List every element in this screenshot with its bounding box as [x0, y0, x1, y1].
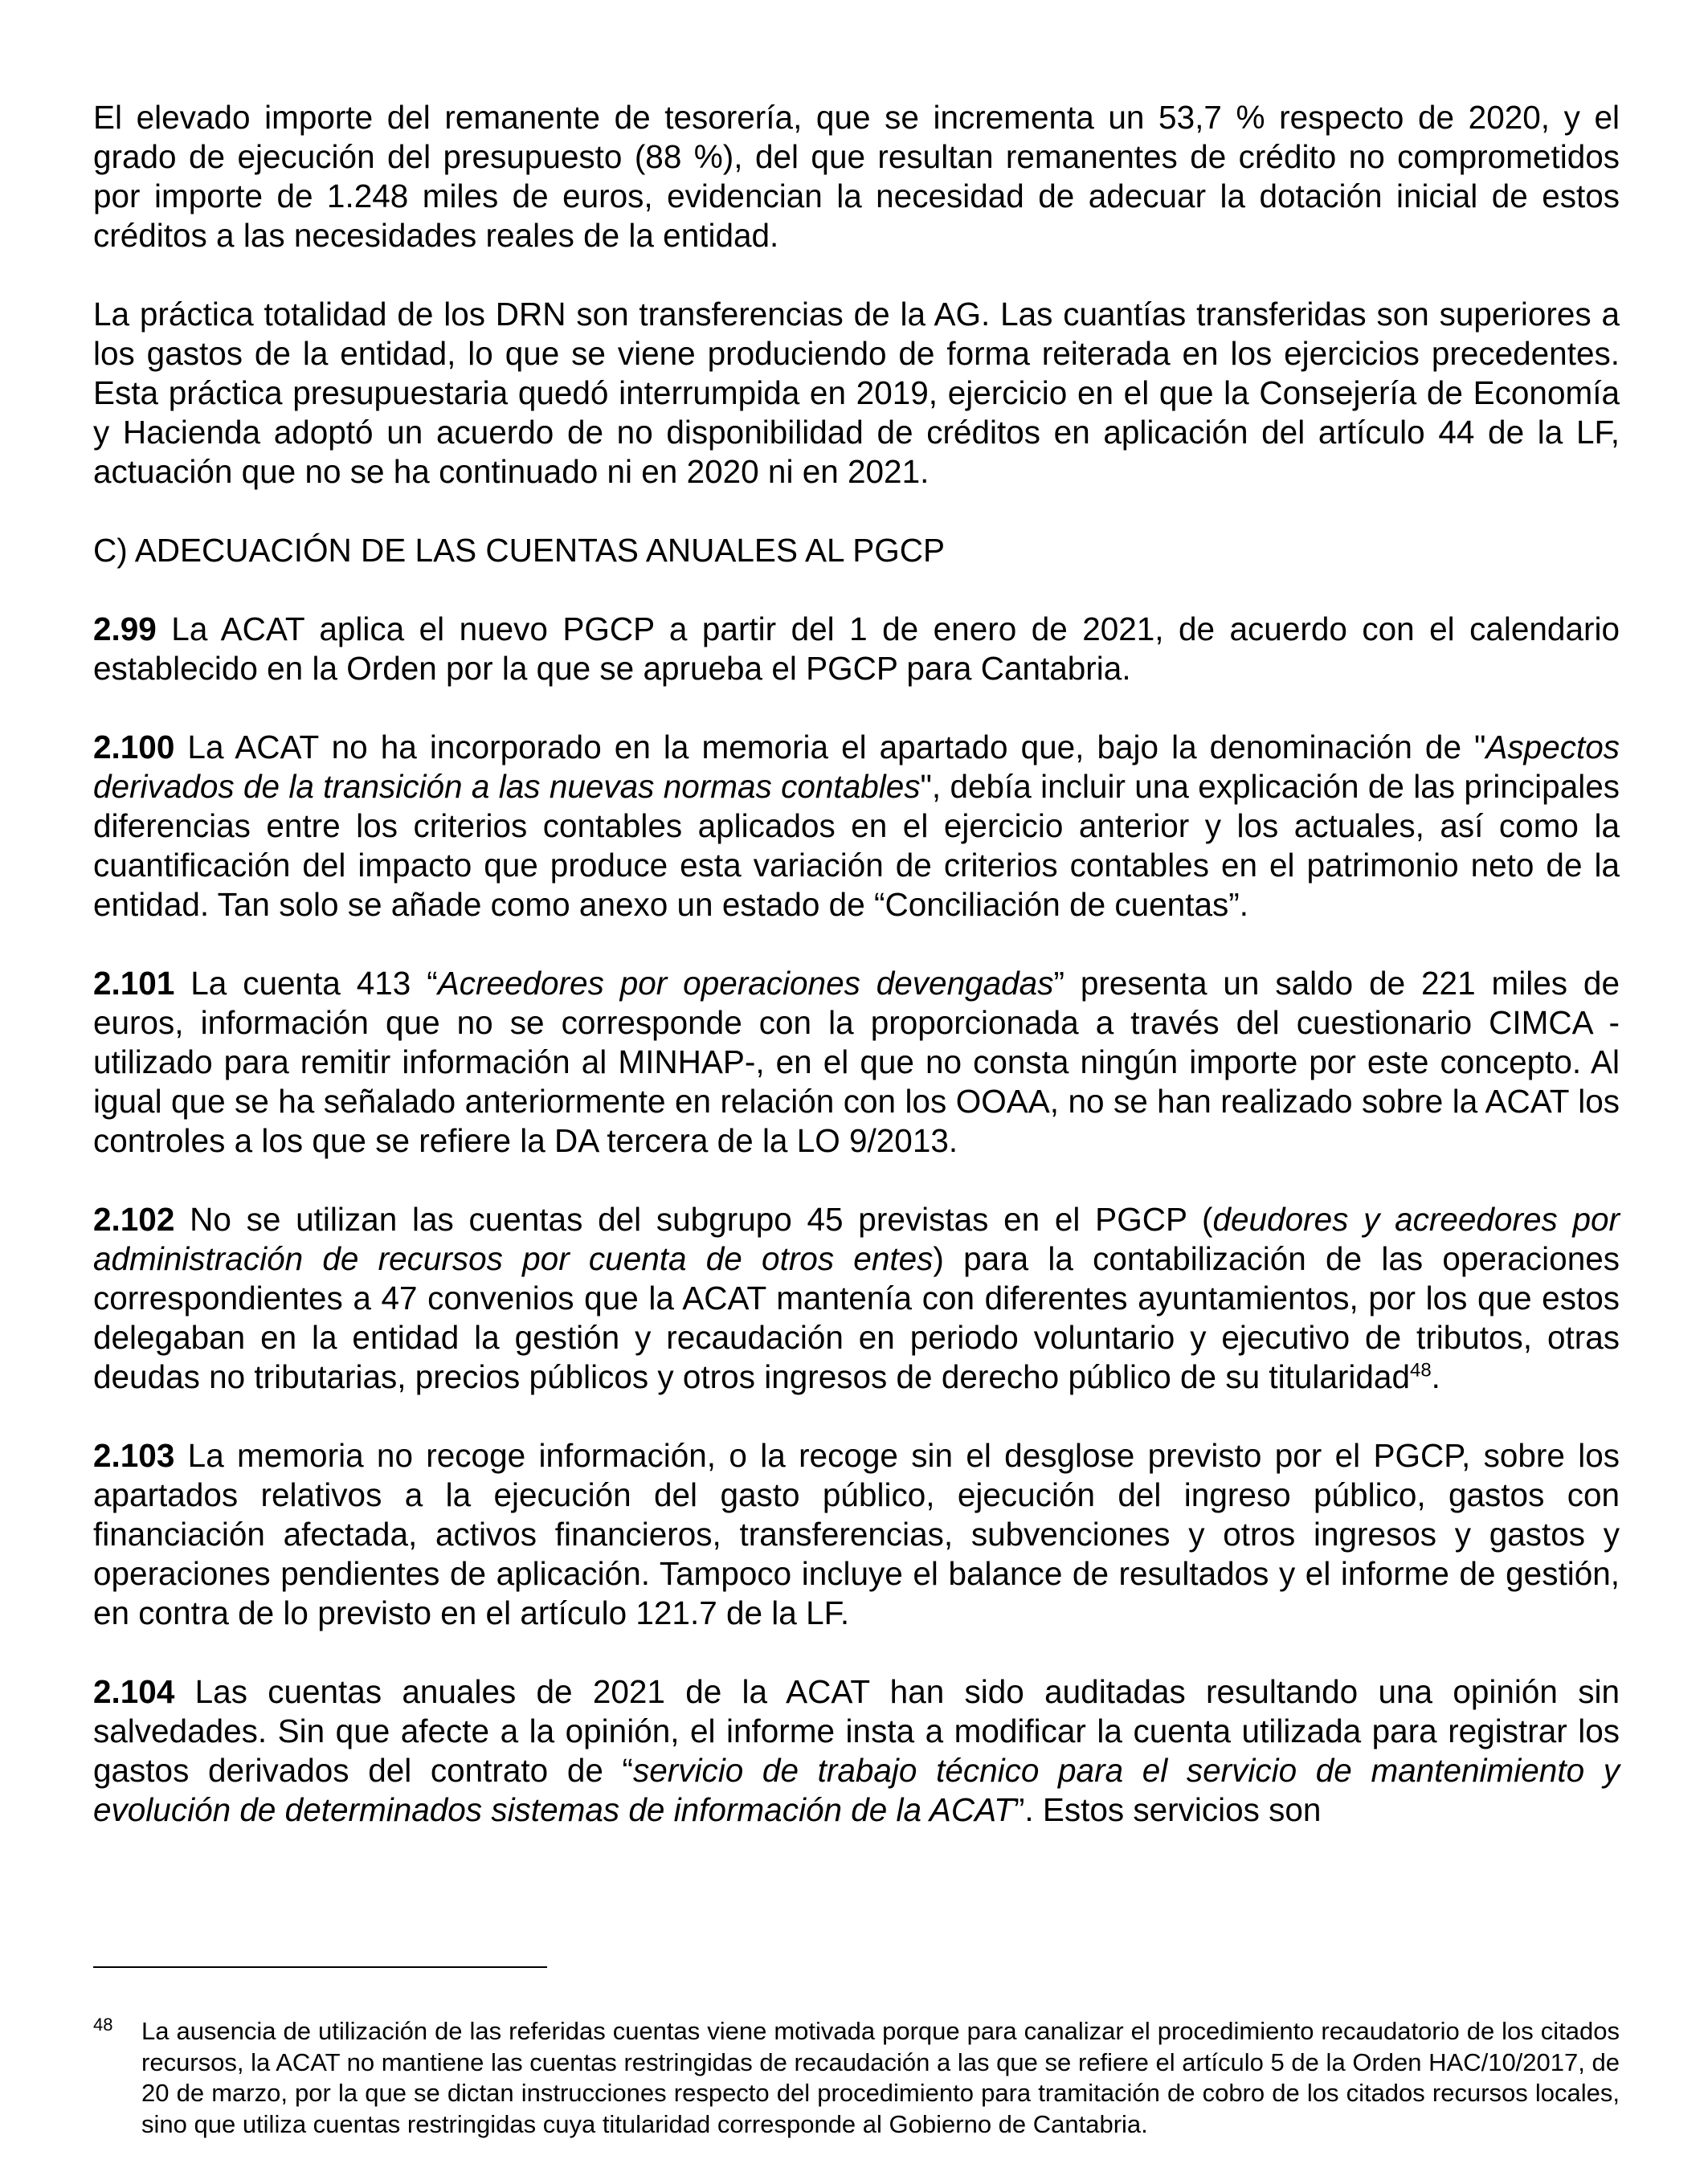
paragraph-2-100	[93, 728, 1620, 925]
italic-text: deudores y acreedores por administración de recursos por cuenta de otros entes	[93, 1201, 1620, 1277]
paragraph-text: La ACAT no ha incorporado en la memoria el apartado que, bajo la denominación de "	[174, 729, 1486, 765]
paragraph-2-104	[93, 1672, 1620, 1830]
paragraph-text: Las cuentas anuales de 2021 de la ACAT han sido auditadas resultando una opinión sin salvedades. Sin que afecte a la opinión, el informe insta a modificar la cuenta utilizada para registrar los gastos derivados del contrato de “	[93, 1673, 1620, 1789]
paragraph-number: 2.103	[93, 1437, 175, 1474]
footnote-reference[interactable]: 48	[1409, 1359, 1432, 1382]
paragraph-number: 2.100	[93, 729, 175, 765]
paragraph-text: No se utilizan las cuentas del subgrupo 45 previstas en el PGCP (	[174, 1201, 1213, 1238]
footnote-separator	[93, 1966, 547, 1968]
paragraph-drn: La práctica totalidad de los DRN son transferencias de la AG. Las cuantías transferidas son superiores a los gastos de la entidad, lo que se viene produciendo de forma reiterada en los ejercicios precedentes. Esta práctica presupuestaria quedó interrumpida en 2019, ejercicio en el que la Consejería de Economía y Hacienda adoptó un acuerdo de no disponibilidad de créditos en aplicación del artículo 44 de la LF, actuación que no se ha continuado ni en 2020 ni en 2021.	[93, 296, 1620, 490]
paragraph-number: 2.104	[93, 1673, 175, 1710]
footnote	[93, 2016, 1620, 2140]
paragraph-text: ) para la contabilización de las operaciones correspondientes a 47 convenios que la ACAT mantenía con diferentes ayuntamientos, por los que estos delegaban en la entidad la gestión y recaudación en periodo voluntario y ejecutivo de tributos, otras deudas no tributarias, precios públicos y otros ingresos de derecho público de su titularidad	[93, 1240, 1620, 1395]
footnote-number: 48	[93, 2015, 113, 2035]
italic-text: Aspectos derivados de la transición a las nuevas normas contables	[93, 729, 1620, 805]
paragraph-text: La ACAT aplica el nuevo PGCP a partir del 1 de enero de 2021, de acuerdo con el calendario establecido en la Orden por la que se aprueba el PGCP para Cantabria.	[93, 610, 1620, 687]
paragraph-text: ” presenta un saldo de 221 miles de euros, información que no se corresponde con la proporcionada a través del cuestionario CIMCA -utilizado para remitir información al MINHAP-, en el que no consta ningún importe por este concepto. Al igual que se ha señalado anteriormente en relación con los OOAA, no se han realizado sobre la ACAT los controles a los que se refiere la DA tercera de la LO 9/2013.	[93, 965, 1620, 1159]
paragraph-number: 2.101	[93, 965, 175, 1002]
paragraph-text: .	[1431, 1358, 1440, 1395]
italic-text: servicio de trabajo técnico para el servicio de mantenimiento y evolución de determinados sistemas de información de la ACAT	[93, 1752, 1620, 1828]
paragraph-2-103	[93, 1436, 1620, 1633]
italic-text: Acreedores por operaciones devengadas	[437, 965, 1054, 1002]
paragraph-text: La memoria no recoge información, o la recoge sin el desglose previsto por el PGCP, sobre los apartados relativos a la ejecución del gasto público, ejecución del ingreso público, gastos con financiación afectada, activos financieros, transferencias, subvenciones y otros ingresos y gastos y operaciones pendientes de aplicación. Tampoco incluye el balance de resultados y el informe de gestión, en contra de lo previsto en el artículo 121.7 de la LF.	[93, 1437, 1620, 1631]
paragraph-text: La cuenta 413 “	[174, 965, 438, 1002]
document-body	[93, 98, 1620, 1869]
paragraph-text: ”. Estos servicios son	[1013, 1791, 1322, 1828]
paragraph-number: 2.99	[93, 610, 157, 647]
footnote-text: La ausencia de utilización de las referidas cuentas viene motivada porque para canalizar el procedimiento recaudatorio de los citados recursos, la ACAT no mantiene las cuentas restringidas de recaudación a las que se refiere el artículo 5 de la Orden HAC/10/2017, de 20 de marzo, por la que se dictan instrucciones respecto del procedimiento para tramitación de cobro de los citados recursos locales, sino que utiliza cuentas restringidas cuya titularidad corresponde al Gobierno de Cantabria.	[141, 2017, 1620, 2138]
section-heading: C) ADECUACIÓN DE LAS CUENTAS ANUALES AL PGCP	[93, 532, 946, 569]
paragraph-2-101	[93, 964, 1620, 1161]
paragraph-number: 2.102	[93, 1201, 175, 1238]
paragraph-text: ", debía incluir una explicación de las principales diferencias entre los criterios contables aplicados en el ejercicio anterior y los actuales, así como la cuantificación del impacto que produce esta variación de criterios contables en el patrimonio neto de la entidad. Tan solo se añade como anexo un estado de “Conciliación de cuentas”.	[93, 768, 1620, 923]
paragraph-2-102	[93, 1200, 1620, 1397]
paragraph-remanente: El elevado importe del remanente de tesorería, que se incrementa un 53,7 % respecto de 2020, y el grado de ejecución del presupuesto (88 %), del que resultan remanentes de crédito no comprometidos por importe de 1.248 miles de euros, evidencian la necesidad de adecuar la dotación inicial de estos créditos a las necesidades reales de la entidad.	[93, 99, 1620, 254]
paragraph-2-99	[93, 610, 1620, 688]
